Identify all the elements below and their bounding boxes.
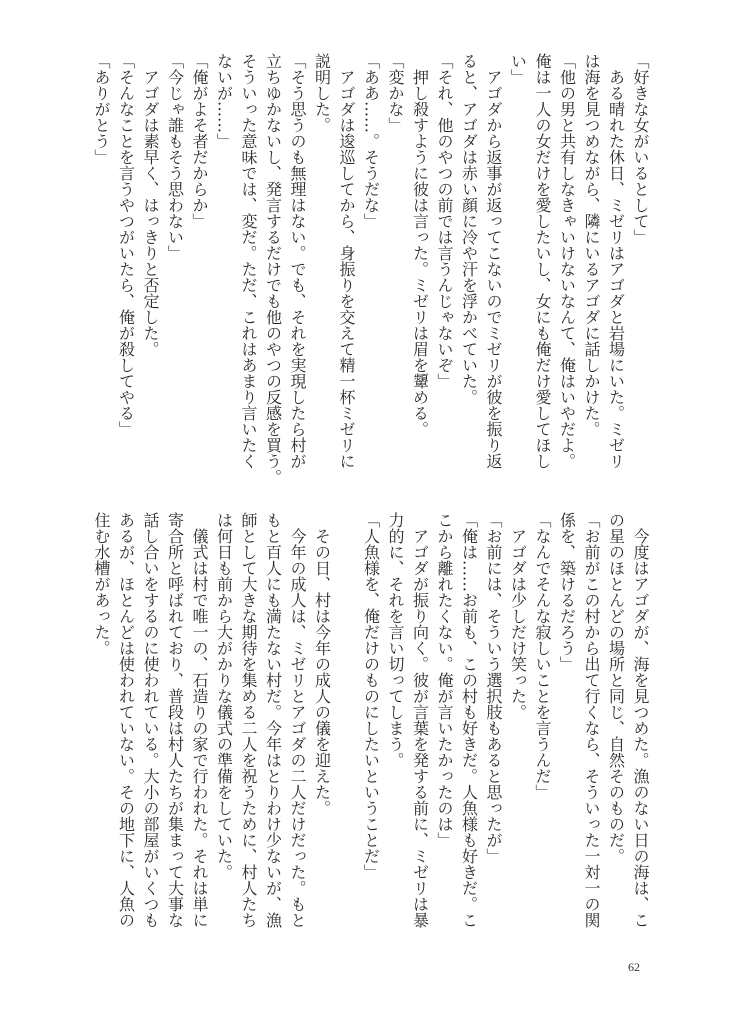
text-column: 説明した。 bbox=[312, 53, 332, 133]
page-number: 62 bbox=[628, 960, 640, 974]
text-column: は海を見つめながら、隣にいるアゴダに話しかけた。 bbox=[582, 53, 601, 437]
text-column: こから離れたくない。俺が言いたかったのは」 bbox=[435, 512, 454, 848]
text-column: 「ありがとう」 bbox=[92, 53, 111, 165]
text-column: 今度はアゴダが、海を見つめた。漁のない日の海は、こ bbox=[631, 512, 650, 928]
text-column: 師として大きな期待を集める二人を祝うために、村人たち bbox=[239, 512, 258, 928]
text-column: 「好きな女がいるとして」 bbox=[631, 53, 650, 245]
text-column: 係を、築けるだろう」 bbox=[557, 512, 577, 672]
text-column bbox=[334, 512, 359, 952]
text-column: い」 bbox=[508, 53, 528, 85]
text-column: アゴダが振り向く。彼が言葉を発する前に、ミゼリは暴 bbox=[410, 512, 430, 928]
text-column: もと百人にも満たない村だ。今年はとりわけ少ないが、漁 bbox=[263, 512, 283, 928]
text-column: 立ちゆかないし、発言するだけでも他のやつの反感を買う。 bbox=[263, 53, 283, 485]
text-column: 「俺は……お前も、この村も好きだ。人魚様も好きだ。こ bbox=[459, 512, 479, 928]
text-column: 儀式は村で唯一の、石造りの家で行われた。それは単に bbox=[190, 512, 209, 928]
text-column: は何日も前から大がかりな儀式の準備をしていた。 bbox=[214, 512, 234, 880]
text-column: 「それ、他のやつの前では言うんじゃないぞ」 bbox=[435, 53, 454, 389]
text-column: ないが……」 bbox=[214, 53, 234, 149]
text-column: 「なんでそんな寂しいことを言うんだ」 bbox=[533, 512, 552, 800]
text-column: ると、アゴダは赤い顔に冷や汗を浮かべていた。 bbox=[459, 53, 479, 405]
text-column: 押し殺すように彼は言った。ミゼリは眉を顰める。 bbox=[410, 53, 430, 437]
text-column: 住む水槽があった。 bbox=[92, 512, 111, 656]
text-block-bottom bbox=[89, 512, 653, 952]
text-column: 力的に、それを言い切ってしまう。 bbox=[386, 512, 405, 768]
text-column: 「変かな」 bbox=[386, 53, 405, 133]
text-column: アゴダは逡巡してから、身振りを交えて精一杯ミゼリに bbox=[337, 53, 356, 469]
text-column: の星のほとんどの場所と同じ、自然そのものだ。 bbox=[606, 512, 626, 864]
text-column: 寄合所と呼ばれており、普段は村人たちが集まって大事な bbox=[165, 512, 185, 928]
text-column: 「今じゃ誰もそう思わない」 bbox=[165, 53, 185, 261]
text-column: ある晴れた休日、ミゼリはアゴダと岩場にいた。ミゼリ bbox=[606, 53, 626, 469]
text-column: 話し合いをするのに使われている。大小の部屋がいくつも bbox=[141, 512, 160, 928]
text-column: 「俺がよそ者だからか」 bbox=[190, 53, 209, 229]
text-column: 「お前がこの村から出て行くなら、そういった一対一の関 bbox=[582, 512, 601, 928]
text-column: そういった意味では、変だ。ただ、これはあまり言いたく bbox=[239, 53, 258, 469]
text-column: 「ああ……。そうだな」 bbox=[361, 53, 381, 229]
text-column: 「人魚様を、俺だけのものにしたいということだ」 bbox=[361, 512, 381, 880]
text-block-top bbox=[89, 53, 653, 493]
text-column: その日、村は今年の成人の儀を迎えた。 bbox=[312, 512, 332, 816]
text-column: アゴダは素早く、はっきりと否定した。 bbox=[141, 53, 160, 357]
text-column: 今年の成人は、ミゼリとアゴダの二人だけだった。もと bbox=[288, 512, 307, 928]
text-column: アゴダは少しだけ笑った。 bbox=[508, 512, 528, 720]
text-column: あるが、ほとんどは使われていない。その地下に、人魚の bbox=[116, 512, 136, 928]
text-column: 「お前には、そういう選択肢もあると思ったが」 bbox=[484, 512, 503, 864]
text-column: 俺は一人の女だけを愛したいし、女にも俺だけ愛してほし bbox=[533, 53, 552, 469]
text-column: 「他の男と共有しなきゃいけないなんて、俺はいやだよ。 bbox=[557, 53, 577, 469]
text-column: 「そう思うのも無理はない。でも、それを実現したら村が bbox=[288, 53, 307, 469]
text-column: アゴダから返事が返ってこないのでミゼリが彼を振り返 bbox=[484, 53, 503, 469]
text-column: 「そんなことを言うやつがいたら、俺が殺してやる」 bbox=[116, 53, 136, 437]
